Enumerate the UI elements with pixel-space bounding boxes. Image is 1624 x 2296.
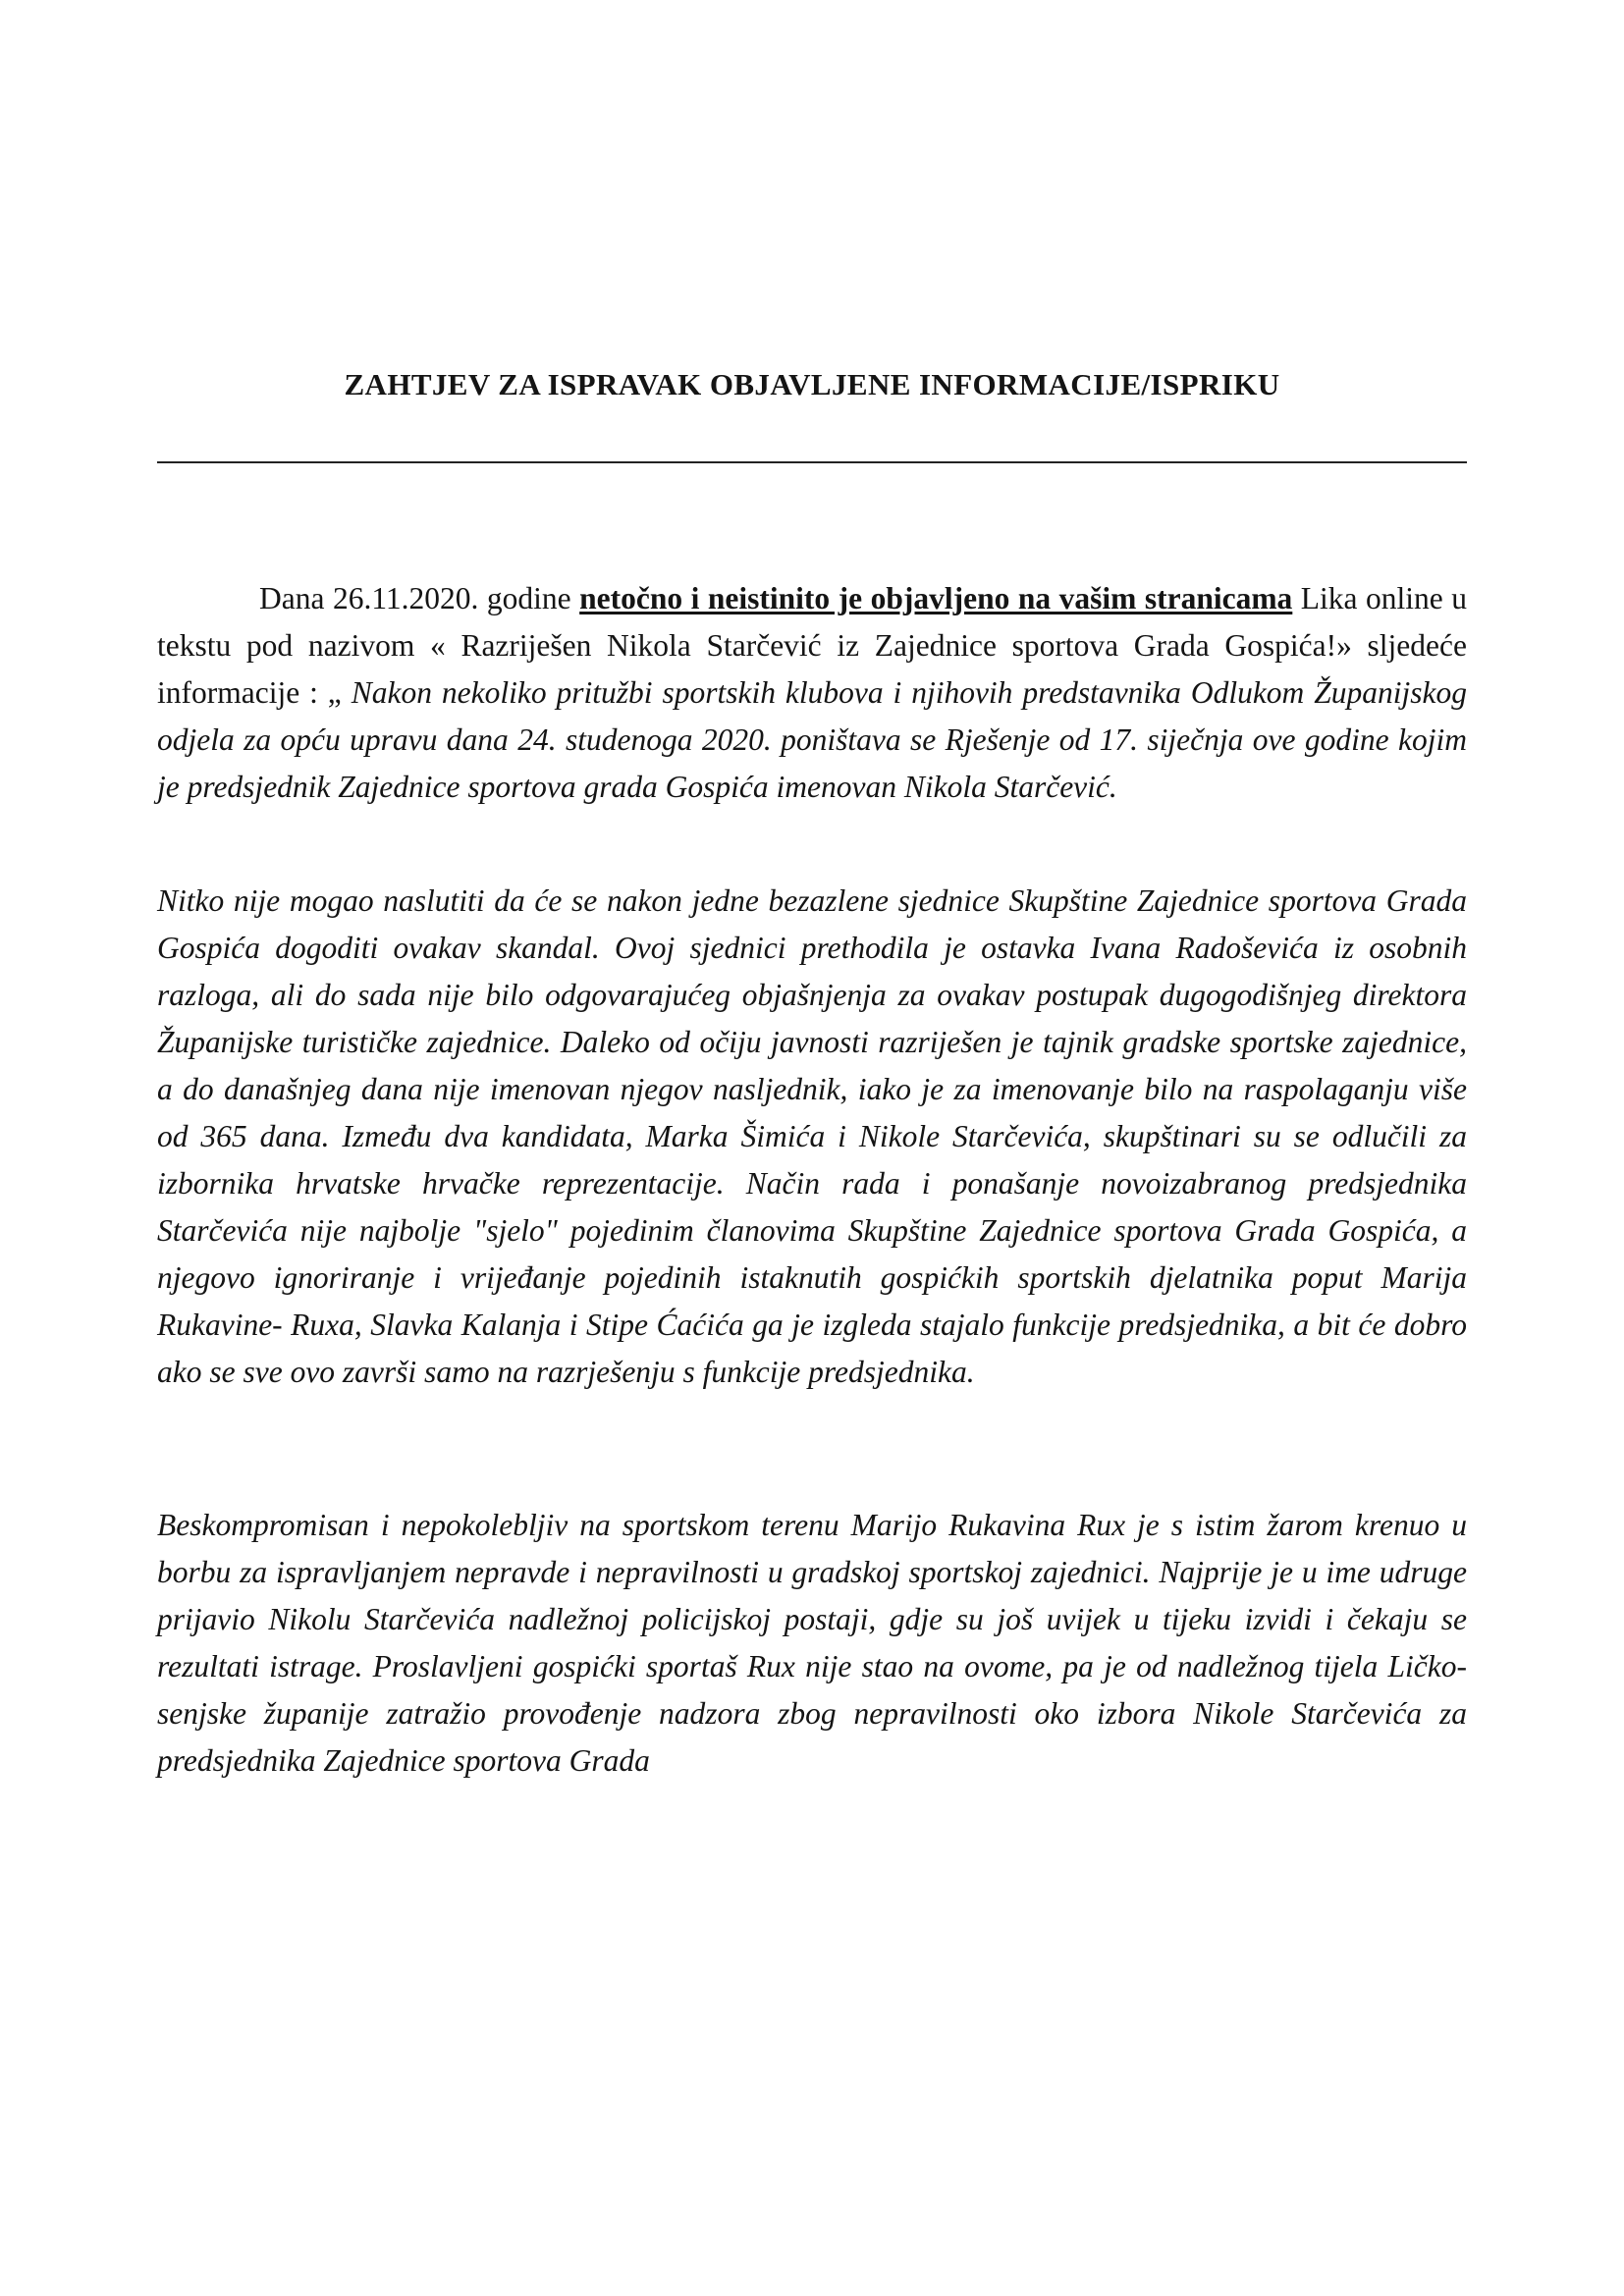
- paragraph-1-mid: Lika online u tekstu pod nazivom « Razriješen Nikola Starčević iz Zajednice sportova Grada Gospića!» sljedeće informacije : „: [157, 580, 1467, 710]
- title-divider: [157, 461, 1467, 463]
- document-title: ZAHTJEV ZA ISPRAVAK OBJAVLJENE INFORMACIJE/ISPRIKU: [344, 367, 1280, 401]
- paragraph-1: [157, 575, 1467, 811]
- paragraph-1-emphasis: netočno i neistinito je objavljeno na vašim stranicama: [579, 580, 1293, 615]
- paragraph-3: Beskompromisan i nepokolebljiv na sportskom terenu Marijo Rukavina Rux je s istim žarom krenuo u borbu za ispravljanjem nepravde i nepravilnosti u gradskoj sportskoj zajednici. Najprije je u ime udruge prijavio Nikolu Starčevića nadležnoj policijskoj postaji, gdje su još uvijek u tijeku izvidi i čekaju se rezultati istrage. Proslavljeni gospićki sportaš Rux nije stao na ovome, pa je od nadležnog tijela Ličko-senjske županije zatražio provođenje nadzora zbog nepravilnosti oko izbora Nikole Starčevića za predsjednika Zajednice sportova Grada: [157, 1507, 1467, 1778]
- paragraph-1-quote: Nakon nekoliko pritužbi sportskih klubova i njihovih predstavnika Odlukom Županijskog odjela za opću upravu dana 24. studenoga 2020. poništava se Rješenje od 17. siječnja ove godine kojim je predsjednik Zajednice sportova grada Gospića imenovan Nikola Starčević.: [157, 674, 1467, 804]
- paragraph-1-lead: Dana 26.11.2020. godine: [259, 580, 580, 615]
- paragraph-2: Nitko nije mogao naslutiti da će se nakon jedne bezazlene sjednice Skupštine Zajednice sportova Grada Gospića dogoditi ovakav skandal. Ovoj sjednici prethodila je ostavka Ivana Radoševića iz osobnih razloga, ali do sada nije bilo odgovarajućeg objašnjenja za ovakav postupak dugogodišnjeg direktora Županijske turističke zajednice. Daleko od očiju javnosti razriješen je tajnik gradske sportske zajednice, a do današnjeg dana nije imenovan njegov nasljednik, iako je za imenovanje bilo na raspolaganju više od 365 dana. Između dva kandidata, Marka Šimića i Nikole Starčevića, skupštinari su se odlučili za izbornika hrvatske hrvačke reprezentacije. Način rada i ponašanje novoizabranog predsjednika Starčevića nije najbolje "sjelo" pojedinim članovima Skupštine Zajednice sportova Grada Gospića, a njegovo ignoriranje i vrijeđanje pojedinih istaknutih gospićkih sportskih djelatnika poput Marija Rukavine- Ruxa, Slavka Kalanja i Stipe Ćaćića ga je izgleda stajalo funkcije predsjednika, a bit će dobro ako se sve ovo završi samo na razrješenju s funkcije predsjednika.: [157, 882, 1467, 1389]
